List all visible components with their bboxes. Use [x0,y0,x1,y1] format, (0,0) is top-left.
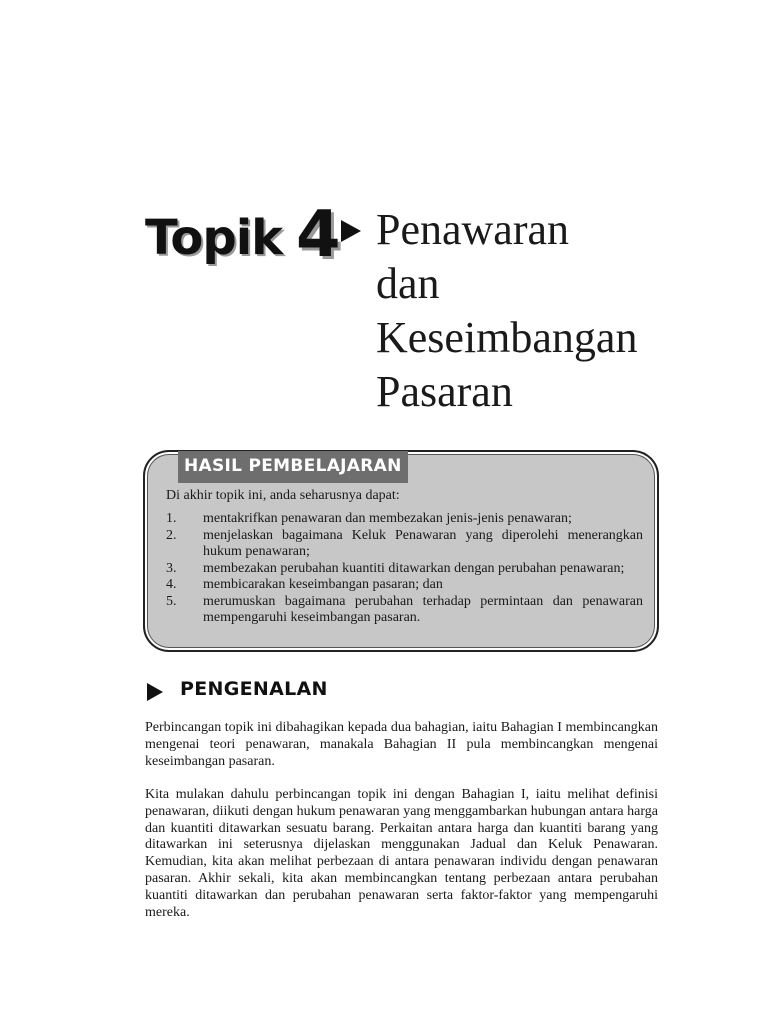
list-item-text: membicarakan keseimbangan pasaran; dan [203,577,443,592]
page-title [376,203,761,419]
list-item [166,528,643,561]
learning-outcomes-intro: Di akhir topik ini, anda seharusnya dapat: [166,488,400,503]
list-item [166,594,643,627]
list-item-number: 2. [166,527,177,543]
title-line: Keseimbangan [376,313,638,362]
topic-word: Topik [145,210,283,266]
section-arrow-icon [147,683,163,701]
list-item [166,511,643,528]
title-line: Penawaran [376,205,570,254]
list-item-number: 5. [166,593,177,609]
list-item-text: membezakan perubahan kuantiti ditawarkan dengan perubahan penawaran; [203,560,625,576]
learning-outcomes-heading: HASIL PEMBELAJARAN [178,451,408,483]
list-item-number: 4. [166,577,177,592]
list-item-number: 3. [166,560,177,576]
list-item [166,561,643,578]
list-item-number: 1. [166,511,177,526]
paragraph: Kita mulakan dahulu perbincangan topik ini dengan Bahagian I, iaitu melihat definisi penawaran, diikuti dengan hukum penawaran yang menggambarkan hubungan antara harga dan kuantiti ditawarkan sesuatu barang. Perkaitan antara harga dan kuantiti barang yang ditawarkan ini seterusnya dijelaskan menggunakan Jadual dan Keluk Penawaran. Kemudian, kita akan melihat perbezaan di antara penawaran individu dengan penawaran pasaran. Akhir sekali, kita akan membincangkan tentang perbezaan antara perubahan kuantiti ditawarkan dan perubahan penawaran serta faktor-faktor yang mempengaruhi mereka. [145,787,658,920]
learning-outcomes-list [166,511,643,627]
topic-arrow-icon [341,220,361,242]
topic-number: 4 [296,198,341,272]
list-item-text: menjelaskan bagaimana Keluk Penawaran yang diperolehi menerangkan hukum penawaran; [203,527,643,559]
paragraph: Perbincangan topik ini dibahagikan kepada dua bahagian, iaitu Bahagian I membincangkan mengenai teori penawaran, manakala Bahagian II pula membincangkan mengenai keseimbangan pasaran. [145,720,658,769]
title-line: Pasaran [376,367,513,416]
title-line: dan [376,259,440,308]
list-item [166,577,643,594]
section-heading: PENGENALAN [180,678,328,700]
list-item-text: mentakrifkan penawaran dan membezakan jenis-jenis penawaran; [203,511,572,526]
list-item-text: merumuskan bagaimana perubahan terhadap permintaan dan penawaran mempengaruhi keseimbangan pasaran. [203,593,643,625]
